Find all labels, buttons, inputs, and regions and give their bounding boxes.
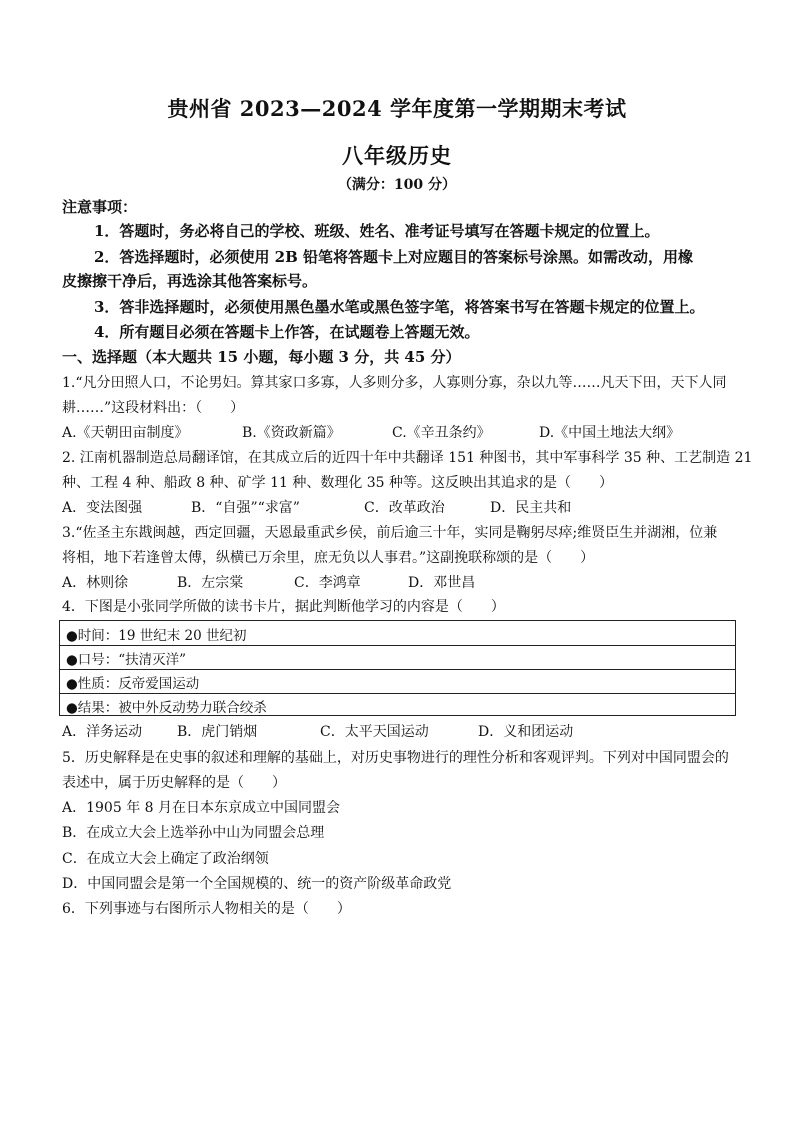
- card-item-slogan: ●口号：“扶清灭洋”: [66, 652, 187, 668]
- option-b: B．左宗棠: [177, 575, 244, 591]
- option-a: A．变法图强: [62, 500, 143, 516]
- notice-item-3: 3．答非选择题时，必须使用黑色墨水笔或黑色签字笔，将答案书写在答题卡规定的位置上。: [94, 298, 705, 316]
- card-divider: [60, 669, 735, 670]
- option-b: B．“自强”“求富”: [191, 500, 300, 516]
- option-b: B．虎门销烟: [177, 724, 258, 740]
- option-c: C．李鸿章: [294, 575, 361, 591]
- notice-item-2-cont: 皮擦擦干净后，再选涂其他答案标号。: [62, 272, 318, 290]
- option-b: B.《资政新篇》: [242, 425, 341, 441]
- option-a: A．林则徐: [62, 575, 129, 591]
- card-divider: [60, 693, 735, 694]
- option-c: C．在成立大会上确定了政治纲领: [62, 851, 269, 867]
- exam-title: 贵州省 2023—2024 学年度第一学期期末考试: [167, 96, 627, 121]
- option-a: A．洋务运动: [62, 724, 143, 740]
- option-d: D．民主共和: [490, 500, 572, 516]
- question-5-line-2: 表述中，属于历史解释的是（ ）: [62, 775, 286, 791]
- question-5-line-1: 5．历史解释是在史事的叙述和理解的基础上，对历史事物进行的理性分析和客观评判。下列对中国同盟会的: [62, 750, 729, 766]
- question-4-line-1: 4．下图是小张同学所做的读书卡片，据此判断他学习的内容是（ ）: [62, 599, 505, 615]
- section-heading: 一、选择题（本大题共 15 小题，每小题 3 分，共 45 分）: [62, 348, 461, 366]
- question-3-line-1: 3.“佐圣主东戡闽越，西定回疆，天恩最重武乡侯，前后逾三十年，实同是鞠躬尽瘁;维贤臣生并湖湘，位兼: [62, 525, 718, 541]
- notice-heading: 注意事项：: [62, 198, 138, 216]
- question-1-line-1: 1.“凡分田照人口，不论男妇。算其家口多寡，人多则分多，人寡则分寡，杂以九等……凡天下田，天下人同: [62, 375, 727, 391]
- question-1-line-2: 耕……”这段材料出：（ ）: [62, 400, 245, 416]
- option-c: C.《辛丑条约》: [392, 425, 491, 441]
- card-item-nature: ●性质：反帝爱国运动: [66, 676, 200, 692]
- option-d: D.《中国土地法大纲》: [539, 425, 681, 441]
- reading-card: [59, 620, 736, 716]
- option-d: D．邓世昌: [408, 575, 476, 591]
- option-d: D．中国同盟会是第一个全国规模的、统一的资产阶级革命政党: [62, 876, 452, 892]
- card-divider: [60, 645, 735, 646]
- notice-item-1: 1．答题时，务必将自己的学校、班级、姓名、准考证号填写在答题卡规定的位置上。: [94, 222, 660, 240]
- question-6-line-1: 6．下列事迹与右图所示人物相关的是（ ）: [62, 901, 351, 917]
- exam-subject: 八年级历史: [342, 143, 452, 168]
- exam-score: （满分：100 分）: [337, 177, 457, 193]
- notice-item-2: 2．答选择题时，必须使用 2B 铅笔将答题卡上对应题目的答案标号涂黑。如需改动，用橡: [94, 248, 694, 266]
- option-a: A．1905 年 8 月在日本东京成立中国同盟会: [62, 800, 340, 816]
- option-a: A.《天朝田亩制度》: [62, 425, 189, 441]
- notice-item-4: 4．所有题目必须在答题卡上作答，在试题卷上答题无效。: [94, 323, 480, 341]
- option-b: B．在成立大会上选举孙中山为同盟会总理: [62, 825, 325, 841]
- question-2-line-1: 2. 江南机器制造总局翻译馆，在其成立后的近四十年中共翻译 151 种图书，其中军事科学 35 种、工艺制造 21: [62, 450, 753, 466]
- option-c: C．太平天国运动: [320, 724, 429, 740]
- option-c: C．改革政治: [364, 500, 445, 516]
- option-d: D．义和团运动: [478, 724, 574, 740]
- question-3-line-2: 将相，地下若逢曾太傅，纵横已万余里，庶无负以人事君。”这副挽联称颂的是（ ）: [62, 550, 595, 566]
- question-2-line-2: 种、工程 4 种、船政 8 种、矿学 11 种、数理化 35 种等。这反映出其追求的是（ ）: [62, 475, 614, 491]
- card-item-time: ●时间：19 世纪末 20 世纪初: [66, 628, 247, 644]
- card-item-result: ●结果：被中外反动势力联合绞杀: [66, 700, 267, 716]
